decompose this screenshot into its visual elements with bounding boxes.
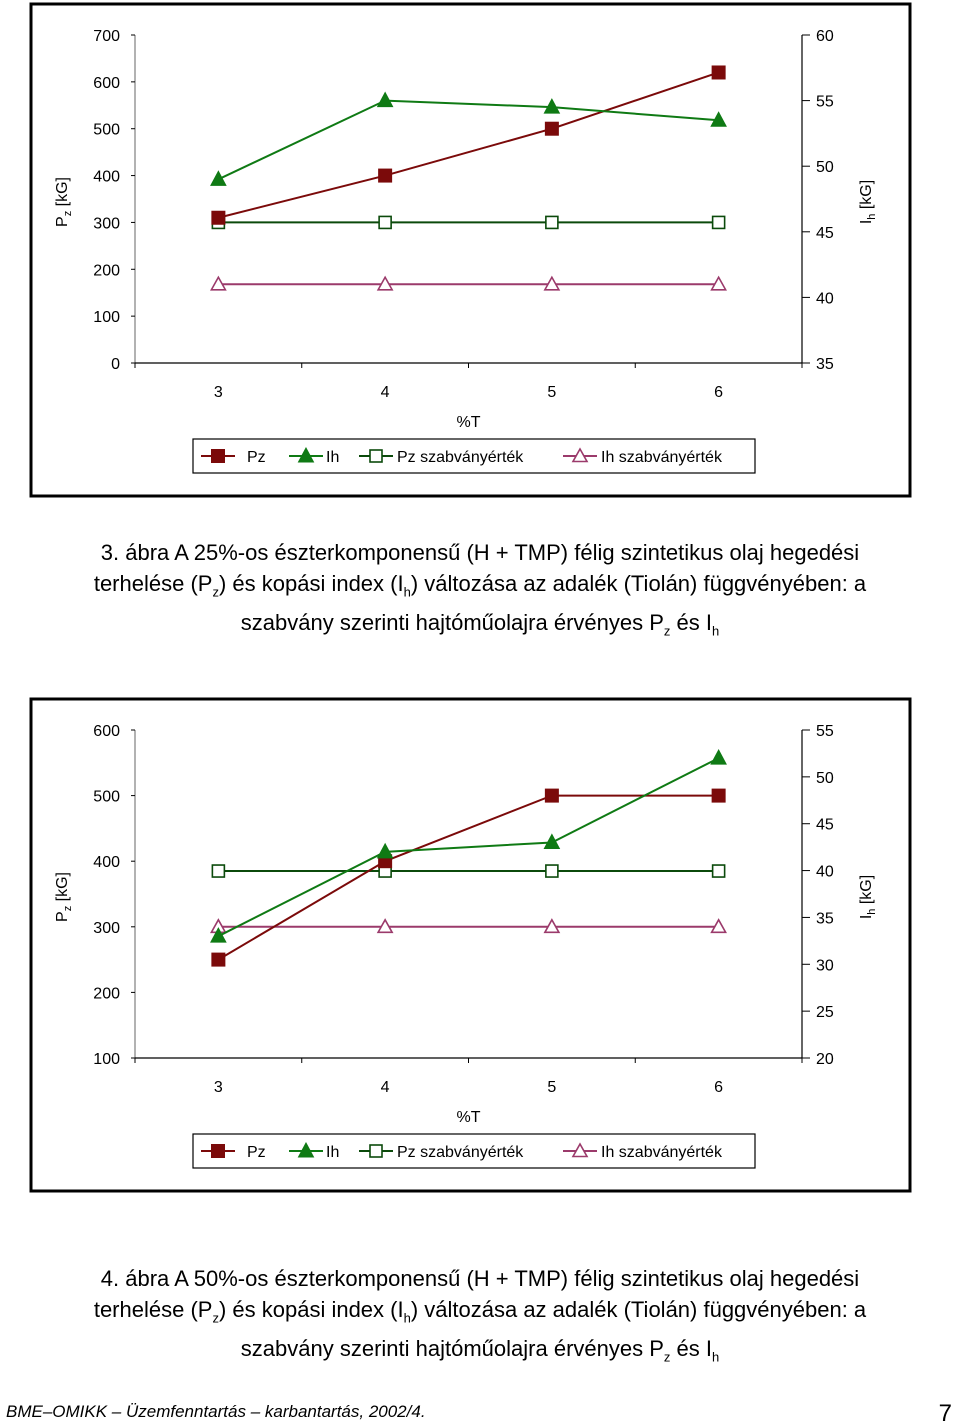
data-point (713, 216, 725, 228)
left-tick-label: 700 (93, 28, 120, 45)
right-y-axis-label: $I_h$ [kG] (858, 874, 878, 920)
legend-label: Ih (326, 1144, 340, 1161)
x-tick-label: 4 (380, 384, 390, 401)
figure-4-caption (0, 1263, 960, 1373)
legend-marker (212, 1145, 225, 1158)
data-point (379, 216, 391, 228)
caption-line: terhelése $(P_z)$ és kopási index $(I_h)$ változása az adalék (Tiolán) függvényében: a (93, 571, 867, 600)
right-tick-label: 20 (816, 1051, 834, 1068)
legend-label: Ih szabványérték (601, 449, 722, 466)
caption-line: terhelése $(P_z)$ és kopási index $(I_h)$ változása az adalék (Tiolán) függvényében: a (93, 1297, 867, 1326)
legend-marker (212, 450, 225, 463)
caption-line: szabvány szerinti hajtóműolajra érvényes $P_z$ és $I_h$ (240, 1336, 720, 1365)
left-tick-label: 100 (93, 309, 120, 327)
legend-label: Pz szabványérték (397, 1144, 524, 1161)
legend-label: Pz (247, 1144, 266, 1161)
left-tick-label: 400 (93, 854, 120, 872)
legend-label: Pz (247, 449, 266, 466)
left-tick-label: 200 (93, 262, 120, 280)
right-tick-label: 55 (816, 93, 834, 111)
data-point (546, 216, 558, 228)
x-tick-label: 3 (213, 384, 223, 401)
x-tick-label: 3 (213, 1079, 223, 1096)
data-point (379, 169, 392, 182)
right-tick-label: 45 (816, 224, 834, 242)
legend-label: Pz szabványérték (397, 449, 524, 466)
left-tick-label: 500 (93, 121, 120, 139)
x-axis-label: %T (456, 1109, 481, 1126)
right-y-axis-label: $I_h$ [kG] (858, 179, 878, 225)
data-point (546, 865, 558, 877)
caption-line: 4. ábra A 50%-os észterkomponensű (H + TMP) félig szintetikus olaj hegedési (100, 1266, 860, 1291)
left-tick-label: 400 (93, 168, 120, 186)
caption-line: 3. ábra A 25%-os észterkomponensű (H + TMP) félig szintetikus olaj hegedési (100, 540, 860, 565)
data-point (712, 789, 725, 802)
chart-2 (0, 695, 960, 1200)
right-tick-label: 50 (816, 159, 834, 177)
legend-marker (370, 1145, 382, 1157)
x-tick-label: 5 (547, 384, 557, 401)
x-tick-label: 6 (714, 384, 724, 401)
x-tick-label: 4 (380, 1079, 390, 1096)
data-point (713, 865, 725, 877)
left-tick-label: 100 (93, 1051, 120, 1068)
right-tick-label: 25 (816, 1004, 834, 1022)
data-point (712, 66, 725, 79)
legend-label: Ih szabványérték (601, 1144, 722, 1161)
right-tick-label: 60 (816, 28, 834, 45)
left-tick-label: 0 (111, 356, 120, 373)
right-tick-label: 40 (816, 863, 834, 881)
data-point (212, 953, 225, 966)
left-y-axis-label: $P_z$ [kG] (54, 177, 74, 227)
left-tick-label: 600 (93, 74, 120, 92)
left-tick-label: 200 (93, 985, 120, 1003)
left-y-axis-label: $P_z$ [kG] (54, 872, 74, 922)
data-point (212, 865, 224, 877)
figure-3-caption (0, 537, 960, 647)
left-tick-label: 300 (93, 215, 120, 233)
data-point (545, 789, 558, 802)
caption-line: szabvány szerinti hajtóműolajra érvényes $P_z$ és $I_h$ (240, 610, 720, 639)
left-tick-label: 600 (93, 723, 120, 740)
x-axis-label: %T (456, 414, 481, 431)
legend-label: Ih (326, 449, 340, 466)
right-tick-label: 35 (816, 910, 834, 928)
chart-1 (0, 0, 960, 505)
page-number: 7 (938, 1400, 952, 1427)
legend-marker (370, 450, 382, 462)
footer-journal: BME–OMIKK – Üzemfenntartás – karbantartás, 2002/4. (6, 1402, 426, 1421)
left-tick-label: 500 (93, 788, 120, 806)
right-tick-label: 55 (816, 723, 834, 740)
data-point (212, 211, 225, 224)
x-tick-label: 6 (714, 1079, 724, 1096)
data-point (545, 122, 558, 135)
right-tick-label: 40 (816, 290, 834, 308)
left-tick-label: 300 (93, 919, 120, 937)
right-tick-label: 45 (816, 816, 834, 834)
x-tick-label: 5 (547, 1079, 557, 1096)
right-tick-label: 35 (816, 356, 834, 373)
right-tick-label: 50 (816, 769, 834, 787)
right-tick-label: 30 (816, 957, 834, 975)
